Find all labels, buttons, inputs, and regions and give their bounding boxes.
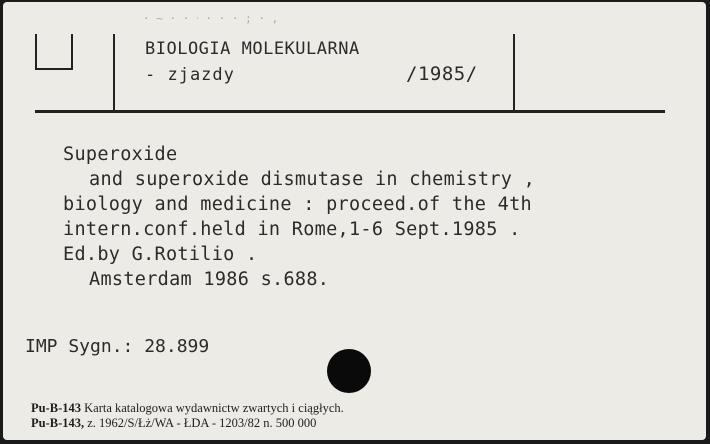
card-year: /1985/: [406, 63, 478, 85]
entry-line-6: Amsterdam 1986 s.688.: [89, 269, 330, 290]
card-subheading: - zjazdy: [145, 65, 235, 85]
header-left-box-top: [35, 34, 37, 70]
footer-line-2: [31, 416, 316, 431]
header-divider-left: [113, 34, 115, 112]
header-left-box-bottom: [35, 68, 73, 70]
footer-line-1: [31, 401, 344, 416]
entry-line-4: intern.conf.held in Rome,1-6 Sept.1985 .: [63, 219, 521, 240]
entry-line-5: Ed.by G.Rotilio .: [63, 244, 258, 265]
footer-code-1: Pu-B-143: [31, 401, 81, 415]
header-divider-right: [513, 34, 515, 112]
header-rule: [35, 110, 665, 113]
footer-text-1: Karta katalogowa wydawnictw zwartych i ciągłych.: [84, 401, 344, 415]
call-number: IMP Sygn.: 28.899: [25, 336, 210, 357]
footer-text-2: z. 1962/S/Łż/WA - ŁDA - 1203/82 n. 500 000: [87, 416, 317, 430]
catalog-card: [3, 2, 706, 440]
card-heading: BIOLOGIA MOLEKULARNA: [145, 39, 360, 59]
faded-stamp-mark: · ~ · · ᐧ · · · ; · ,: [143, 12, 279, 25]
entry-title-line: Superoxide: [63, 144, 178, 165]
entry-line-2: and superoxide dismutase in chemistry ,: [89, 169, 536, 190]
punch-hole: [327, 349, 371, 393]
header-left-box-right: [71, 34, 73, 70]
entry-line-3: biology and medicine : proceed.of the 4th: [63, 194, 532, 215]
footer-code-2: Pu-B-143,: [31, 416, 85, 430]
